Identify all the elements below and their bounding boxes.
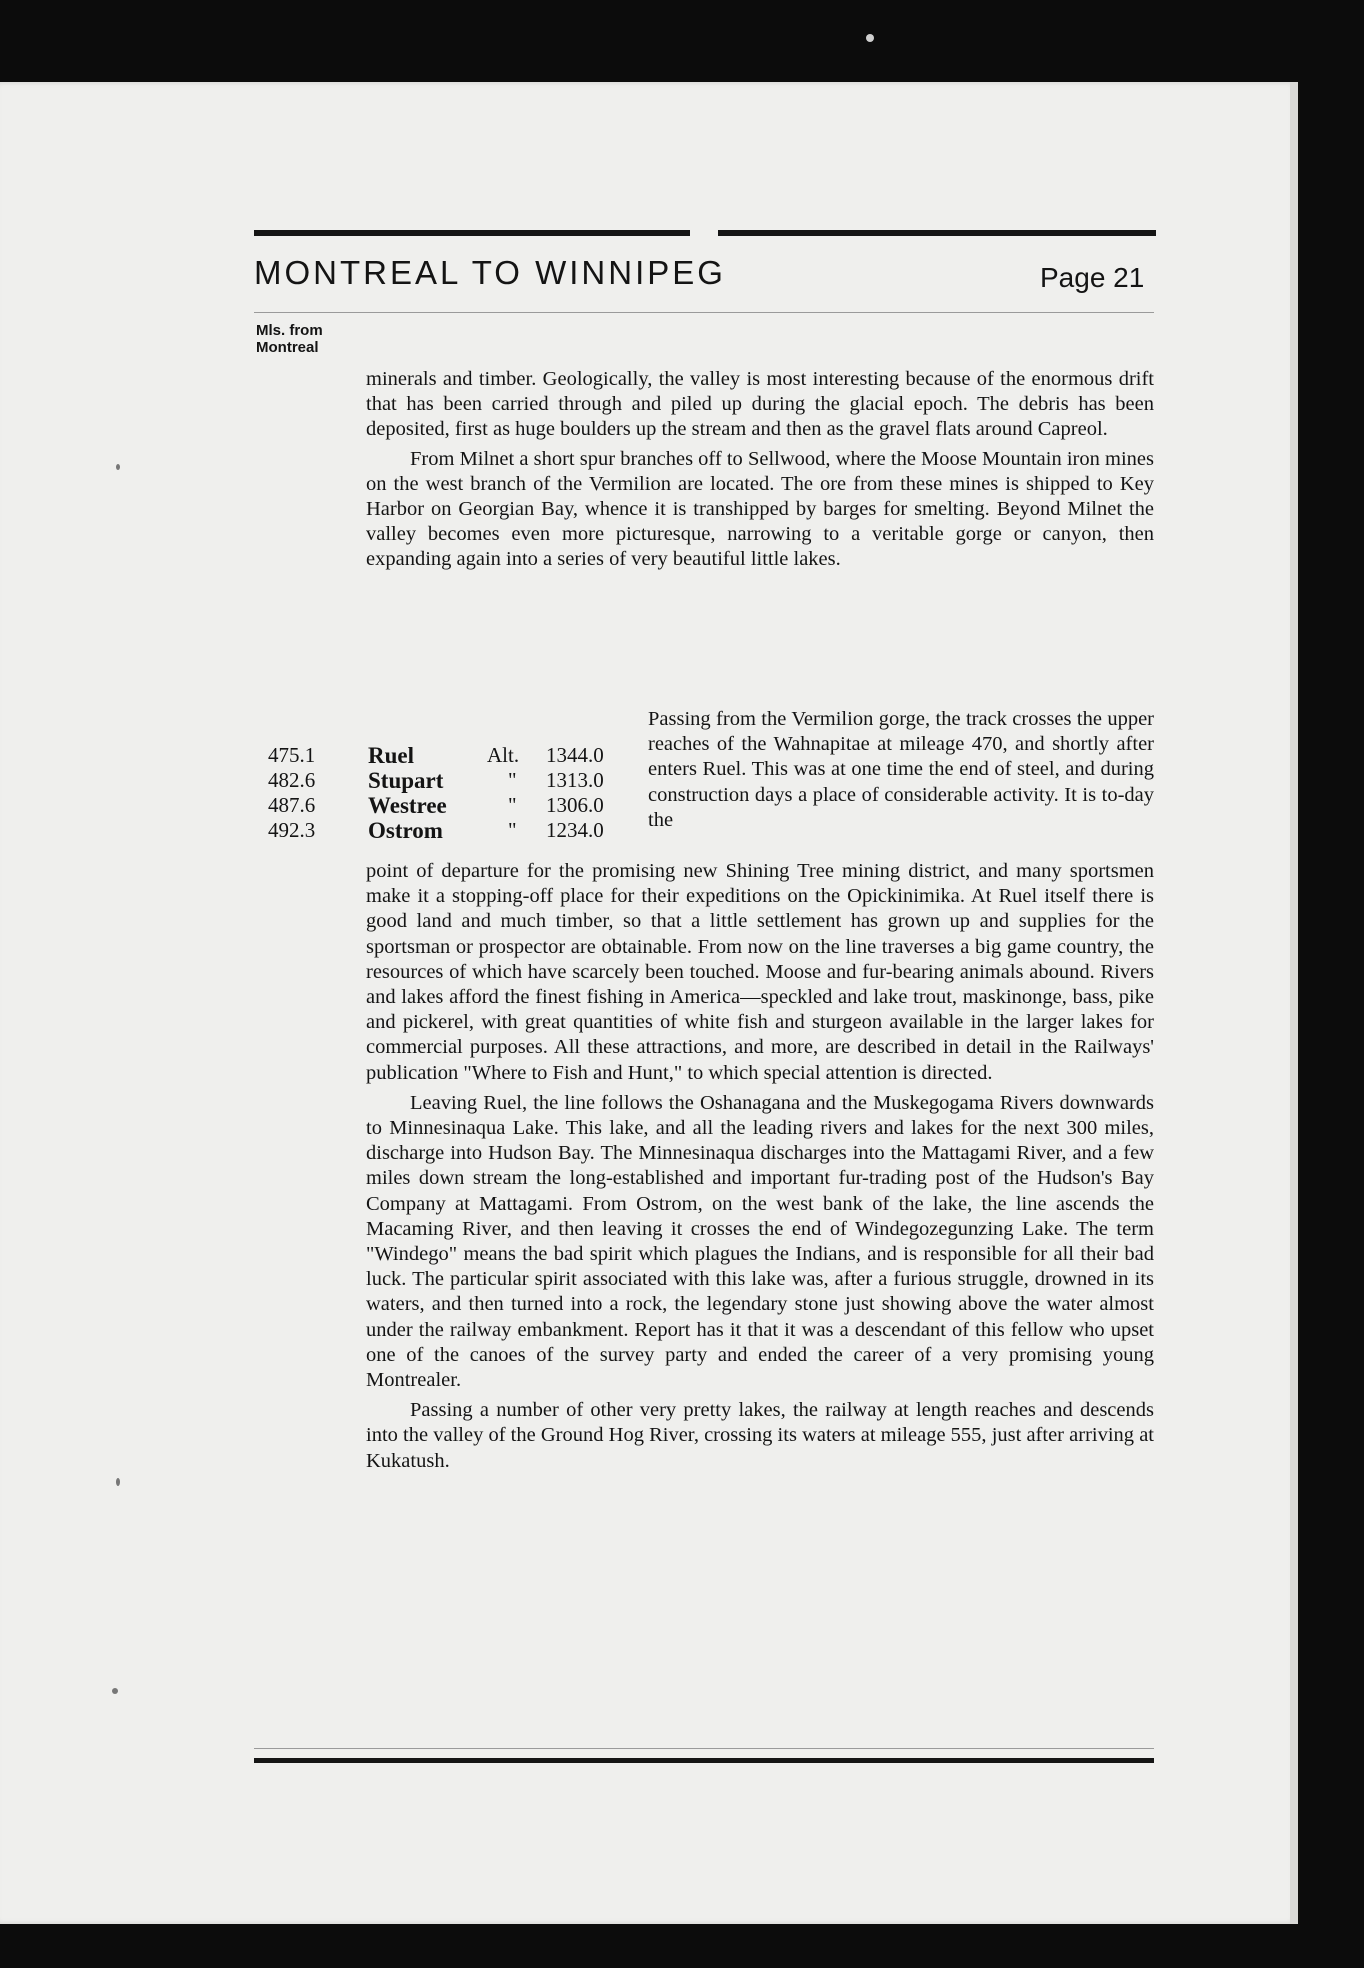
station-mileage: 475.1 xyxy=(268,743,316,767)
station-altitude: 1344.0 xyxy=(546,743,604,767)
station-name: Ostrom xyxy=(368,818,443,843)
mileage-column-label xyxy=(256,322,323,356)
station-name: Ruel xyxy=(368,743,414,768)
station-side-text xyxy=(648,707,1154,833)
scan-speck xyxy=(866,34,874,42)
top-rule xyxy=(254,230,690,236)
scan-speck xyxy=(116,1478,120,1486)
paragraph: Passing a number of other very pretty lakes, the railway at length reaches and descends into the valley of the Ground Hog River, crossing its waters at mileage 555, just after arriving at Kukatush. xyxy=(366,1399,1154,1472)
top-rule-segment xyxy=(718,230,1156,236)
footer-thin-rule xyxy=(254,1748,1154,1749)
page-edge xyxy=(1290,82,1298,1924)
paragraph: Leaving Ruel, the line follows the Oshanagana and the Muskegogama Rivers downwards to Minnesinaqua Lake. This lake, and all the leading rivers and lakes for the next 300 miles, discharge into Hudson Bay. The Minnesinaqua discharges into the Mattagami River, and a few miles down stream the long-established and important fur-trading post of the Hudson's Bay Company at Mattagami. From Ostrom, on the west bank of the lake, the line ascends the Macaming River, and then leaving it crosses the end of Windegozegunzing Lake. The term "Windego" means the bad spirit which plagues the Indians, and is responsible for all their bad luck. The particular spirit associated with this lake was, after a furious struggle, drowned in its waters, and then turned into a rock, the legendary stone just showing above the water almost under the railway embankment. Report has it that it was a descendant of this fellow who upset one of the canoes of the survey party and ended the career of a very promising young Montrealer. xyxy=(366,1091,1154,1392)
station-name: Stupart xyxy=(368,768,444,793)
header-underline xyxy=(254,312,1154,313)
paragraph: point of departure for the promising new Shining Tree mining district, and many sportsmen make it a stopping-off place for their expeditions on the Opickinimika. At Ruel itself there is good land and much timber, so that a little settlement has grown up and supplies for the sportsman or prospector are obtainable. From now on the line traverses a big game country, the resources of which have scarcely been touched. Moose and fur-bearing animals abound. Rivers and lakes afford the finest fishing in America—speckled and lake trout, maskinonge, bass, pike and pickerel, with great quantities of white fish and sturgeon available in the larger lakes for commercial purposes. All these attractions, and more, are described in detail in the Railways' publication "Where to Fish and Hunt," to which special attention is directed. xyxy=(366,860,1154,1084)
bottom-text-block xyxy=(366,859,1154,1474)
paragraph: Passing from the Vermilion gorge, the track crosses the upper reaches of the Wahnapitae at mileage 470, and shortly after enters Ruel. This was at one time the end of steel, and during construction days a place of considerable activity. It is to-day the xyxy=(648,708,1154,831)
page-title: MONTREAL TO WINNIPEG xyxy=(254,254,726,291)
station-mileage: 482.6 xyxy=(268,768,316,792)
paragraph: From Milnet a short spur branches off to Sellwood, where the Moose Mountain iron mines on the west branch of the Vermilion are located. The ore from these mines is shipped to Key Harbor on Georgian Bay, whence it is transhipped by barges for smelting. Beyond Milnet the valley becomes even more picturesque, narrowing to a veritable gorge or canyon, then expanding again into a series of very beautiful little lakes. xyxy=(366,447,1154,571)
station-alt-label: Alt. xyxy=(487,743,520,767)
station-name: Westree xyxy=(368,793,447,818)
top-text-block xyxy=(366,367,1154,573)
station-ditto-mark: " xyxy=(508,768,517,792)
mileage-label-line1: Mls. from xyxy=(256,322,323,339)
station-mileage: 492.3 xyxy=(268,818,316,842)
paragraph: minerals and timber. Geologically, the valley is most interesting because of the enormous drift that has been carried through and piled up during the glacial epoch. The debris has been deposited, first as huge boulders up the stream and then as the gravel flats around Capreol. xyxy=(366,368,1154,441)
station-ditto-mark: " xyxy=(508,818,517,842)
scan-speck xyxy=(112,1688,118,1694)
page-number: Page 21 xyxy=(1040,262,1145,293)
scan-speck xyxy=(116,464,120,470)
station-ditto-mark: " xyxy=(508,793,517,817)
footer-rule xyxy=(254,1758,1154,1763)
station-altitude: 1234.0 xyxy=(546,818,604,842)
station-altitude: 1313.0 xyxy=(546,768,604,792)
station-mileage: 487.6 xyxy=(268,793,316,817)
mileage-label-line2: Montreal xyxy=(256,339,319,356)
station-altitude: 1306.0 xyxy=(546,793,604,817)
